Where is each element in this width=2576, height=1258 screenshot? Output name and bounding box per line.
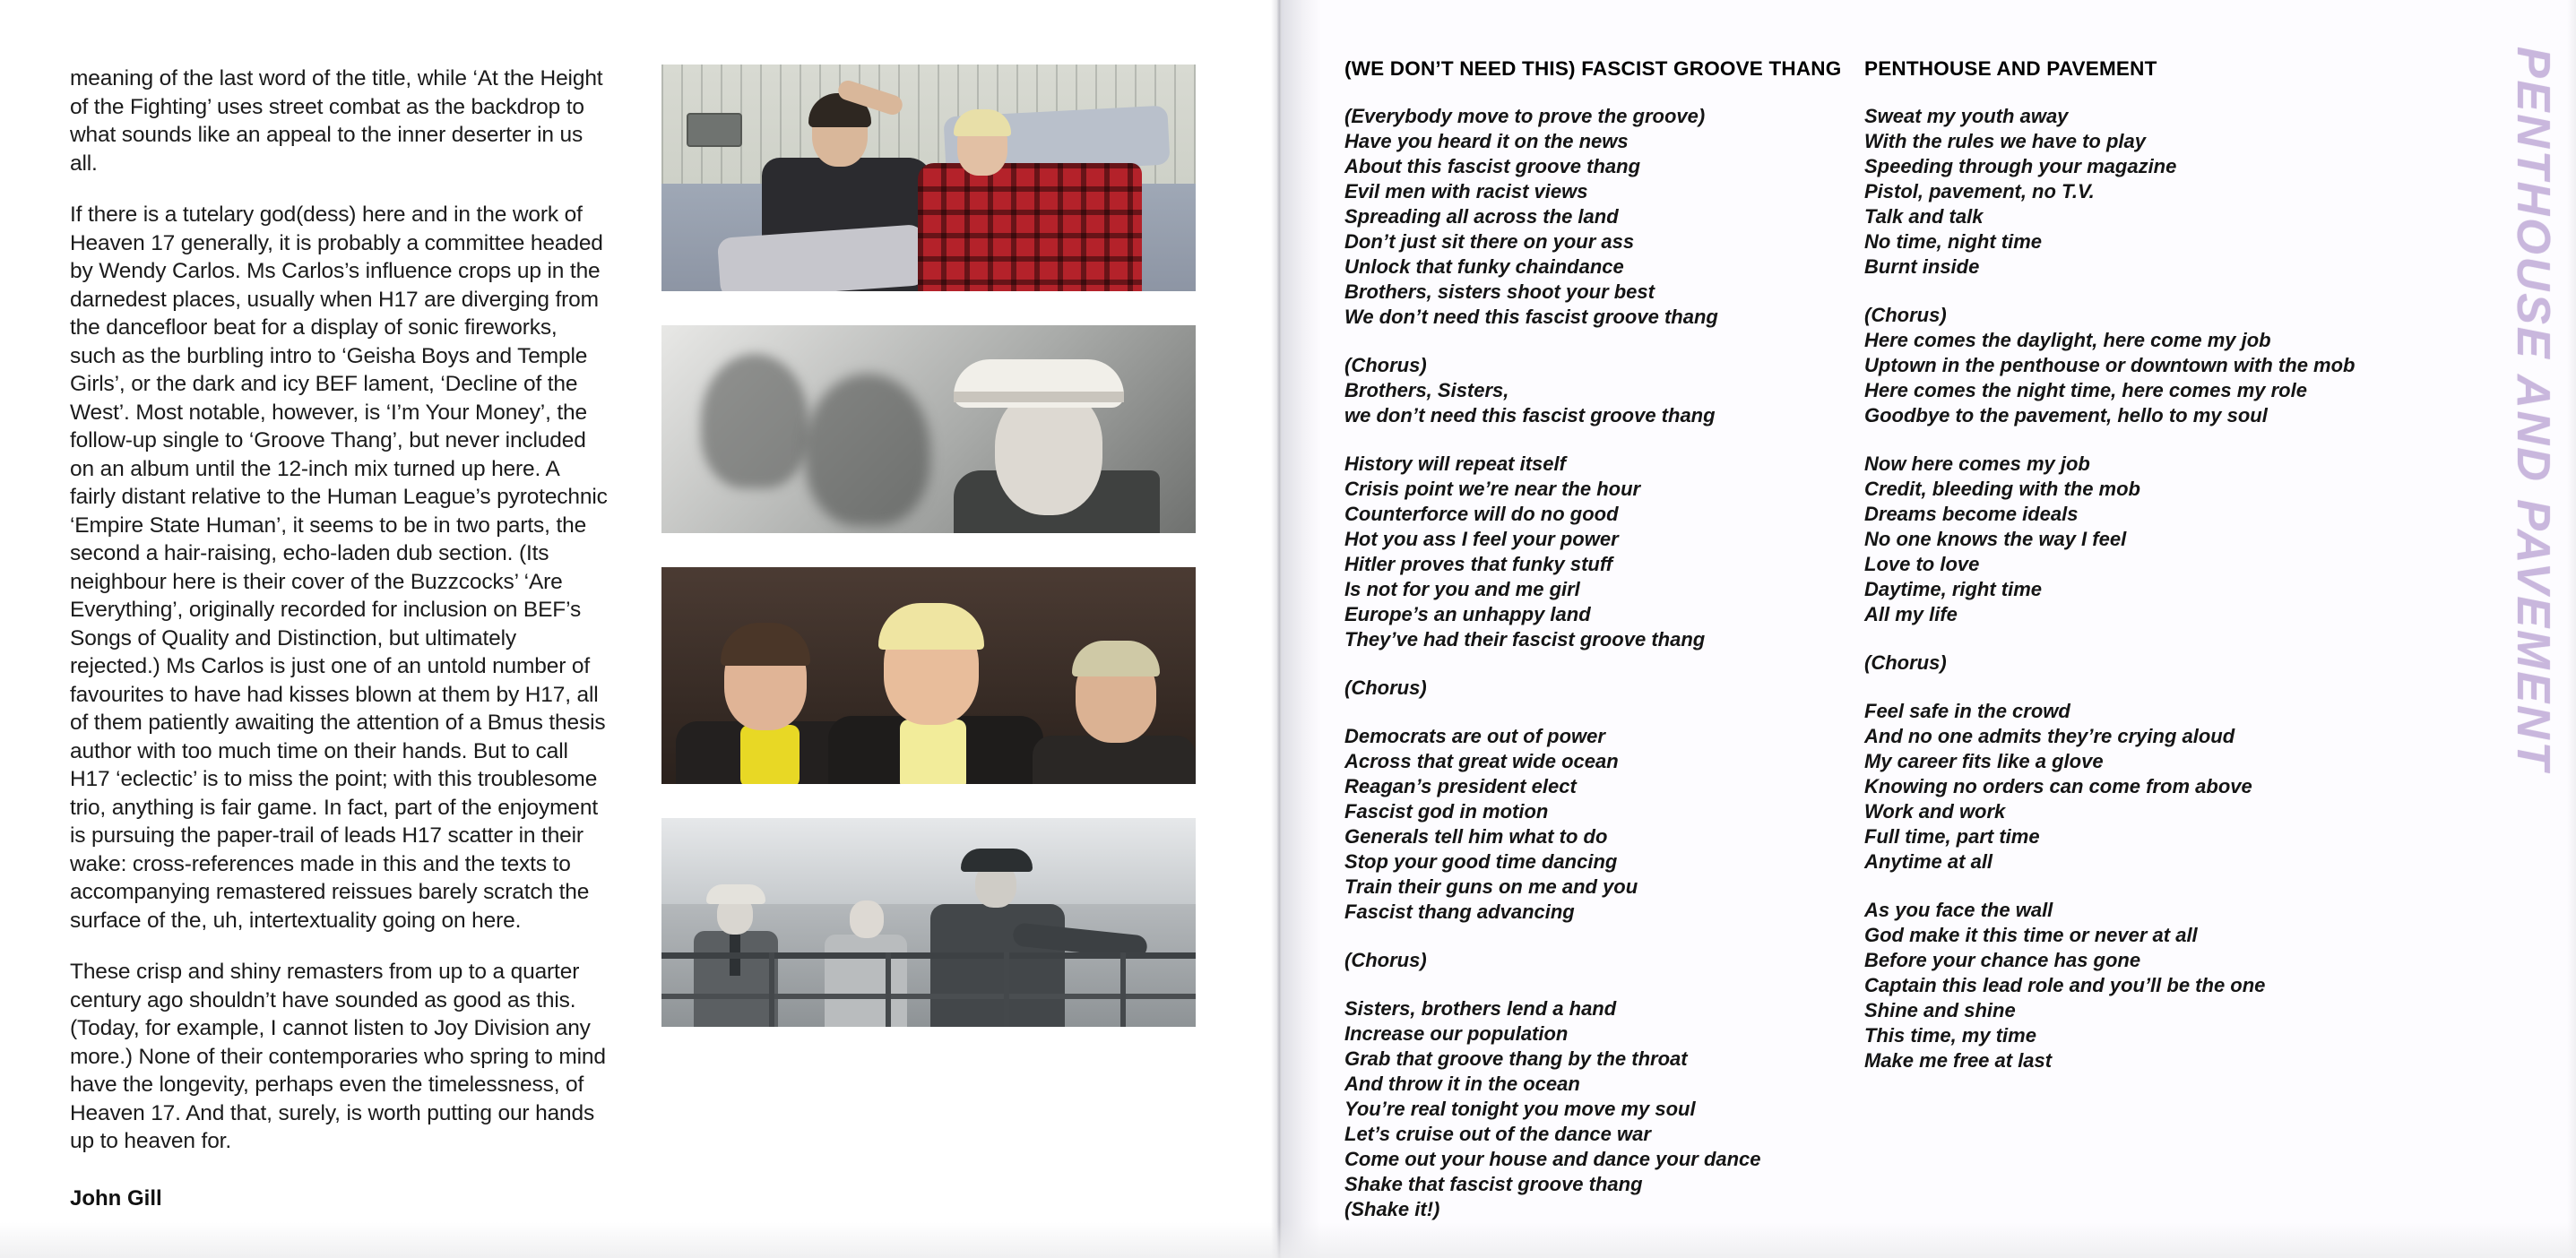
railing-post [769, 952, 774, 1027]
photo-man-in-hat [661, 325, 1196, 533]
essay-paragraph-2: If there is a tutelary god(dess) here and in the work of Heaven 17 generally, it is probably a committee headed by Wendy Carlos. Ms Carlos’s influence crops up in the darnedest places, usually when H17 are diverging from the dancefloor beat for a display of sonic fireworks, such as the burbling intro to ‘Geisha Boys and Temple Girls’, or the dark and icy BEF lament, ‘Decline of the West’. Most notable, however, is ‘I’m Your Money’, the follow-up single to ‘Groove Thang’, but never included on an album until the 12-inch mix turned up here. A fairly distant relative to the Human League’s pyrotechnic ‘Empire State Human’, it seems to be in two parts, the second a hair-raising, echo-laden dub section. (Its neighbour here is their cover of the Buzzcocks’ ‘Are Everything’, originally recorded for inclusion on BEF’s Songs of Quality and Distinction, but ultimately rejected.) Ms Carlos is just one of an untold number of favourites to have had kisses blown at them by H17, all of them patiently awaiting the attention of a Bmus thesis author with too much time on their hands. But to call H17 ‘eclectic’ is to miss the point; with this troublesome trio, anything is fair game. In fact, part of the enjoyment is pursuing the paper-trail of leads H17 scatter in their wake: cross-references made in this and the texts to accompanying remastered reissues barely scratch the surface of the, uh, intertextuality going on here. [70, 202, 608, 933]
lyrics-stanza: As you face the wall God make it this time or never at all Before your chance has gone Captain this lead role and you’ll be the one Shine and shine This time, my time Make me free at last [1864, 899, 2266, 1072]
camera-prop [687, 113, 742, 147]
lyrics-stanza: Feel safe in the crowd And no one admits they’re crying aloud My career fits like a glove Knowing no orders can come from above Work and work Full time, part time Anytime at all [1864, 700, 2252, 873]
lyrics-column-penthouse-and-pavement [1864, 57, 2366, 1097]
member-left-yellow-shirt [740, 725, 800, 784]
man-centre-coat [825, 935, 907, 1027]
scan-bottom-shadow [0, 1222, 2576, 1258]
essay-paragraph-1: meaning of the last word of the title, while ‘At the Height of the Fighting’ uses street combat as the backdrop to what sounds like an appeal to the inner deserter in us all. [70, 66, 603, 176]
member-right-jacket [1033, 736, 1196, 784]
lyrics-stanza: (Chorus) [1864, 651, 1947, 674]
photo-three-band-members [661, 567, 1196, 784]
photo-two-men-on-bed [661, 65, 1196, 291]
man-right-fedora [961, 849, 1033, 872]
blurred-figure-one [701, 354, 808, 488]
man-right-plaid-shirt [918, 163, 1142, 291]
photo-three-men-on-bridge [661, 818, 1196, 1027]
face [995, 390, 1102, 515]
right-page [1282, 0, 2576, 1258]
lyrics-stanza: (Chorus) Brothers, Sisters, we don’t need this fascist groove thang [1344, 354, 1716, 427]
left-page [0, 0, 1282, 1258]
photo-column [661, 65, 1196, 1061]
lyrics-stanza: (Everybody move to prove the groove) Have you heard it on the news About this fascist groove thang Evil men with racist views Spreading all across the land Don’t just sit there on your ass Unlock that funky chaindance Brothers, sisters shoot your best We don’t need this fascist groove thang [1344, 105, 1718, 328]
essay-column [70, 65, 608, 1211]
lyrics-column-fascist-groove-thang [1344, 57, 1846, 1245]
lyrics-stanza: (Chorus) [1344, 676, 1427, 699]
railing-lower-bar [661, 994, 1196, 999]
lyrics-stanza: History will repeat itself Crisis point we’re near the hour Counterforce will do no good Hot you ass I feel your power Hitler proves that funky stuff Is not for you and me girl Europe’s an unhappy land They’ve had their fascist groove thang [1344, 452, 1706, 651]
lyrics-stanza: (Chorus) [1344, 949, 1427, 971]
railing-top-bar [661, 952, 1196, 959]
member-right-hair [1072, 641, 1160, 676]
railing-post [1120, 952, 1126, 1027]
lyrics-stanza: Sisters, brothers lend a hand Increase our population Grab that groove thang by the throat And throw it in the ocean You’re real tonight you move my soul Let’s cruise out of the dance war Come out your house and dance your dance Shake that fascist groove thang (Shake it!) [1344, 997, 1761, 1220]
lyrics-stanza: Democrats are out of power Across that great wide ocean Reagan’s president elect Fascist god in motion Generals tell him what to do Stop your good time dancing Train their guns on me and you Fascist thang advancing [1344, 725, 1638, 923]
author-byline: John Gill [70, 1185, 162, 1211]
man-centre-head [850, 900, 884, 938]
railing-post [1004, 952, 1009, 1027]
man-left-hat [706, 884, 765, 904]
song-title-penthouse-and-pavement: PENTHOUSE AND PAVEMENT [1864, 57, 2157, 80]
railing-post [886, 952, 891, 1027]
lyrics-stanza: Now here comes my job Credit, bleeding with the mob Dreams become ideals No one knows the way I feel Love to love Daytime, right time All my life [1864, 452, 2140, 625]
man-right-coat [930, 904, 1065, 1027]
hat-band [954, 392, 1124, 402]
song-title-fascist-groove-thang: (WE DON’T NEED THIS) FASCIST GROOVE THANG [1344, 57, 1842, 80]
blurred-figure-two [805, 374, 930, 526]
album-title-vertical: PENTHOUSE AND PAVEMENT [2507, 47, 2559, 773]
member-centre-yellow-shirt [900, 719, 966, 784]
essay-paragraph-3: These crisp and shiny remasters from up to a quarter century ago shouldn’t have sounded as good as this. (Today, for example, I cannot listen to Joy Division any more.) None of their contemporaries who spring to mind have the longevity, perhaps even the timelessness, of Heaven 17. And that, surely, is worth putting our hands up to heaven for. [70, 960, 606, 1153]
lyrics-stanza: Sweat my youth away With the rules we have to play Speeding through your magazine Pistol, pavement, no T.V. Talk and talk No time, night time Burnt inside [1864, 105, 2177, 278]
page-edge-shadow [2567, 0, 2576, 1258]
lyrics-stanza: (Chorus) Here comes the daylight, here come my job Uptown in the penthouse or downtown with the mob Here comes the night time, here comes my role Goodbye to the pavement, hello to my soul [1864, 304, 2356, 427]
